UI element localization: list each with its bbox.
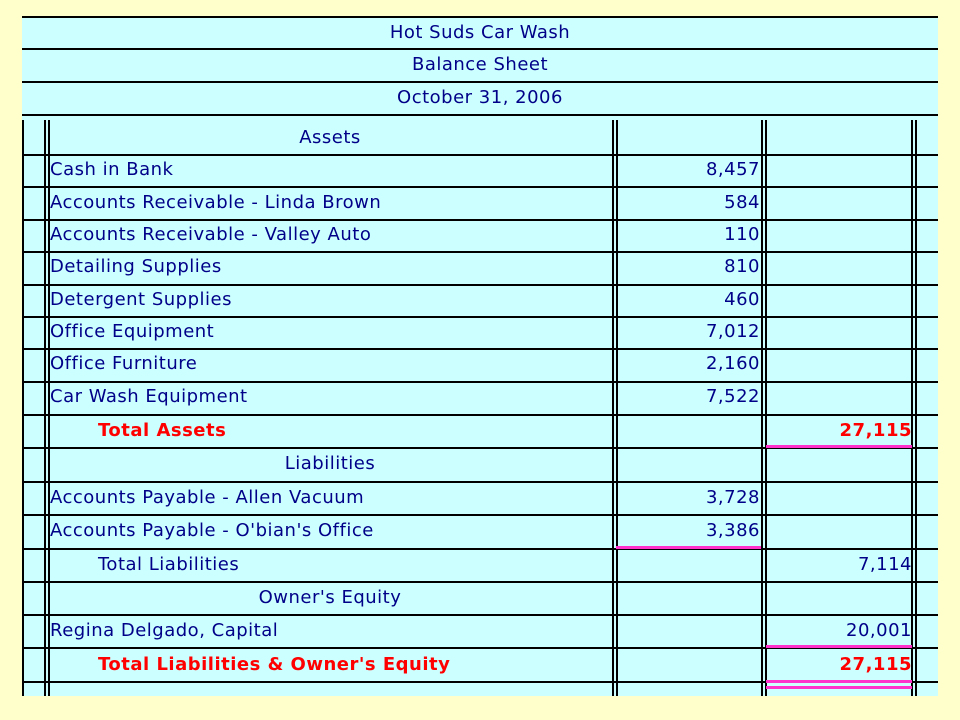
liabilities-heading: Liabilities bbox=[284, 453, 376, 474]
column-rule bbox=[765, 120, 767, 696]
balance-sheet bbox=[22, 16, 938, 696]
liability-amount: 3,386 bbox=[705, 520, 760, 541]
statement-date: October 31, 2006 bbox=[397, 87, 563, 108]
asset-amount: 7,012 bbox=[705, 321, 760, 342]
equity-heading: Owner's Equity bbox=[258, 587, 402, 608]
liability-amount: 3,728 bbox=[705, 487, 760, 508]
assets-heading: Assets bbox=[299, 127, 361, 148]
liabilities-subtotal-underline bbox=[616, 546, 761, 549]
total-liabilities-equity-double-underline bbox=[766, 686, 912, 689]
asset-amount: 110 bbox=[724, 224, 760, 245]
asset-amount: 8,457 bbox=[705, 159, 760, 180]
asset-label: Office Furniture bbox=[50, 353, 198, 374]
asset-amount: 7,522 bbox=[705, 386, 760, 407]
column-rule bbox=[761, 120, 763, 696]
ledger-grid bbox=[22, 120, 938, 696]
total-liabilities-equity-amount: 27,115 bbox=[839, 654, 912, 675]
asset-label: Car Wash Equipment bbox=[50, 386, 248, 407]
asset-label: Detergent Supplies bbox=[50, 289, 232, 310]
asset-label: Office Equipment bbox=[50, 321, 215, 342]
liability-label: Accounts Payable - O'bian's Office bbox=[50, 520, 374, 541]
asset-amount: 810 bbox=[724, 256, 760, 277]
total-liabilities-amount: 7,114 bbox=[857, 554, 912, 575]
total-assets-underline bbox=[766, 445, 912, 448]
statement-title: Balance Sheet bbox=[411, 54, 549, 75]
total-liabilities-equity-underline bbox=[766, 680, 912, 683]
asset-amount: 584 bbox=[724, 192, 760, 213]
total-liabilities-label: Total Liabilities bbox=[98, 554, 240, 575]
total-assets-amount: 27,115 bbox=[839, 420, 912, 441]
asset-label: Detailing Supplies bbox=[50, 256, 222, 277]
equity-underline bbox=[766, 645, 912, 648]
liability-label: Accounts Payable - Allen Vacuum bbox=[50, 487, 365, 508]
asset-label: Cash in Bank bbox=[50, 159, 174, 180]
company-name: Hot Suds Car Wash bbox=[389, 22, 571, 43]
total-liabilities-equity-label: Total Liabilities & Owner's Equity bbox=[98, 654, 451, 675]
column-rule bbox=[911, 120, 913, 696]
asset-amount: 2,160 bbox=[705, 353, 760, 374]
total-assets-label: Total Assets bbox=[98, 420, 227, 441]
asset-label: Accounts Receivable - Linda Brown bbox=[50, 192, 382, 213]
column-rule bbox=[915, 120, 917, 696]
column-rule bbox=[22, 120, 24, 696]
equity-label: Regina Delgado, Capital bbox=[50, 620, 279, 641]
asset-label: Accounts Receivable - Valley Auto bbox=[50, 224, 372, 245]
equity-amount: 20,001 bbox=[846, 620, 912, 641]
asset-amount: 460 bbox=[724, 289, 760, 310]
rule bbox=[22, 114, 938, 116]
